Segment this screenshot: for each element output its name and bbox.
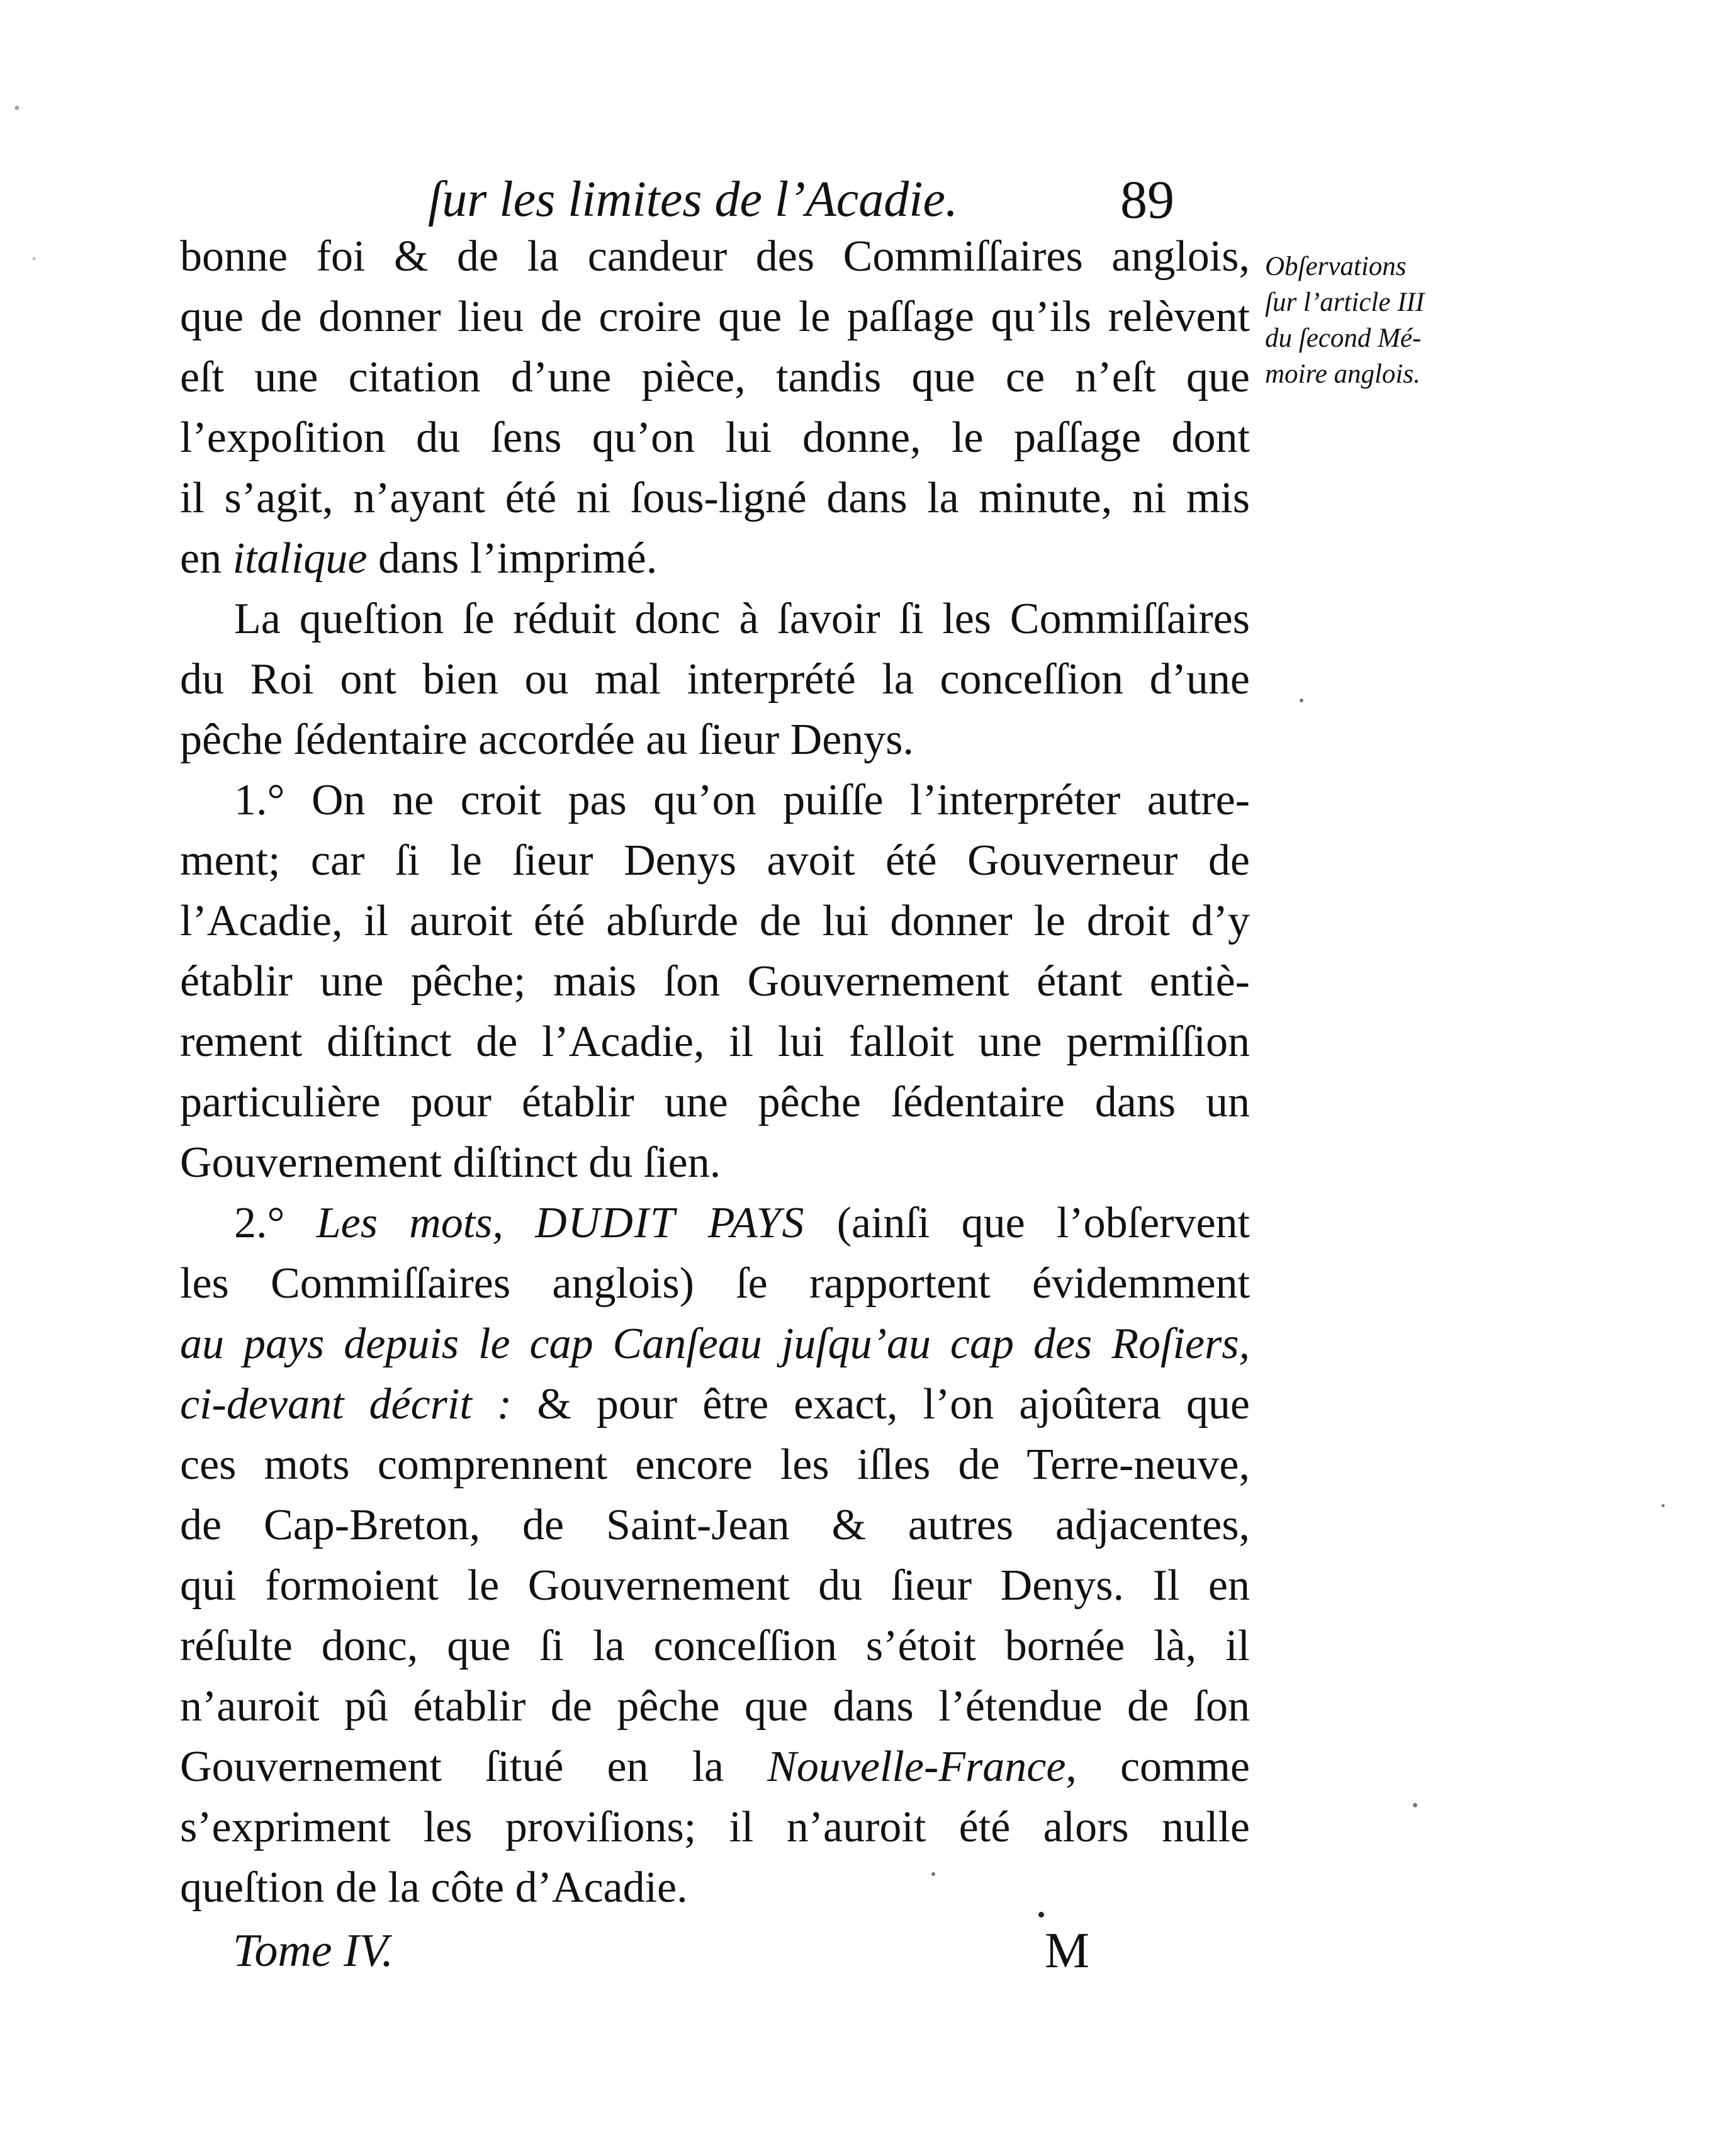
text-run: en	[180, 534, 233, 583]
scan-speck	[1300, 699, 1303, 702]
paragraph-first-line	[180, 1193, 1250, 1254]
marginal-note-line: ſur l’article III	[1265, 288, 1425, 317]
italic-run: Les mots,	[316, 1199, 536, 1247]
text-run: 2.°	[234, 1199, 317, 1247]
text-line: les Commiſſaires anglois) ſe rapportent évidemment	[180, 1259, 1250, 1308]
italic-line: au pays depuis le cap Canſeau juſqu’au cap des Roſiers,	[180, 1320, 1250, 1368]
text-line: particulière pour établir une pêche ſédentaire dans un	[180, 1078, 1250, 1126]
marginal-note	[1265, 249, 1492, 392]
text-line	[180, 1737, 1250, 1797]
text-line: Gouvernement diſtinct du ſien.	[180, 1138, 721, 1187]
text-run: , comme	[1065, 1743, 1250, 1791]
text-run: & pour être exact, l’on ajoûtera que	[512, 1380, 1250, 1429]
text-line: bonne foi & de la candeur des Commiſſaires anglois,	[180, 232, 1250, 281]
volume-label: Tome IV.	[233, 1925, 393, 1977]
text-line: que de donner lieu de croire que le paſſage qu’ils relèvent	[180, 293, 1250, 341]
scan-speck	[1661, 1504, 1665, 1507]
text-line: l’Acadie, il auroit été abſurde de lui donner le droit d’y	[180, 897, 1250, 945]
text-line: n’auroit pû établir de pêche que dans l’étendue de ſon	[180, 1682, 1250, 1731]
italic-run: ci-devant décrit :	[180, 1380, 512, 1429]
scan-edge-noise	[0, 0, 57, 2156]
text-line	[180, 529, 1250, 589]
running-head-title: ſur les limites de l’Acadie.	[428, 172, 958, 227]
text-line	[180, 1374, 1250, 1435]
running-head	[428, 165, 1246, 234]
page-number: 89	[1120, 169, 1174, 230]
italic-run: Nouvelle-France	[767, 1743, 1066, 1791]
italic-run: italique	[232, 534, 368, 583]
text-line: pêche ſédentaire accordée au ſieur Denys.	[180, 716, 914, 764]
text-run: dans l’imprimé.	[367, 534, 658, 583]
marginal-note-line: Obſervations	[1265, 252, 1407, 281]
text-run: Gouvernement ſitué en la	[180, 1743, 768, 1791]
text-line: de Cap-Breton, de Saint-Jean & autres adjacentes,	[180, 1501, 1250, 1549]
scan-speck	[1413, 1803, 1417, 1807]
page-footer	[233, 1916, 1177, 1985]
text-line: il s’agit, n’ayant été ni ſous-ligné dans la minute, ni mis	[180, 474, 1250, 522]
signature-mark: M	[1045, 1923, 1090, 1979]
text-line: ment; car ſi le ſieur Denys avoit été Gouverneur de	[180, 836, 1250, 885]
text-line: réſulte donc, que ſi la conceſſion s’étoit bornée là, il	[180, 1622, 1250, 1670]
body-text	[180, 227, 1250, 1918]
scan-speck	[931, 1872, 935, 1876]
small-caps-run: DUDIT PAYS	[535, 1199, 806, 1247]
text-run: (ainſi que l’obſervent	[805, 1199, 1251, 1247]
text-line: établir une pêche; mais ſon Gouvernement étant entiè-	[180, 957, 1250, 1006]
text-line: du Roi ont bien ou mal interprété la conceſſion d’une	[180, 655, 1250, 704]
scan-speck	[1038, 1912, 1044, 1917]
marginal-note-line: moire anglois.	[1265, 359, 1420, 389]
text-line: rement diſtinct de l’Acadie, il lui falloit une permiſſion	[180, 1018, 1250, 1066]
text-line: ces mots comprennent encore les iſles de Terre-neuve,	[180, 1440, 1250, 1489]
marginal-note-line: du ſecond Mé-	[1265, 323, 1422, 353]
text-line: queſtion de la côte d’Acadie.	[180, 1863, 688, 1912]
text-line: qui formoient le Gouvernement du ſieur Denys. Il en	[180, 1561, 1250, 1610]
paragraph-first-line: 1.° On ne croit pas qu’on puiſſe l’interpréter autre-	[234, 776, 1250, 824]
text-line: eſt une citation d’une pièce, tandis que ce n’eſt que	[180, 353, 1250, 401]
paragraph-first-line: La queſtion ſe réduit donc à ſavoir ſi les Commiſſaires	[234, 595, 1250, 643]
text-line: s’expriment les proviſions; il n’auroit été alors nulle	[180, 1803, 1250, 1851]
text-line: l’expoſition du ſens qu’on lui donne, le paſſage dont	[180, 413, 1250, 462]
